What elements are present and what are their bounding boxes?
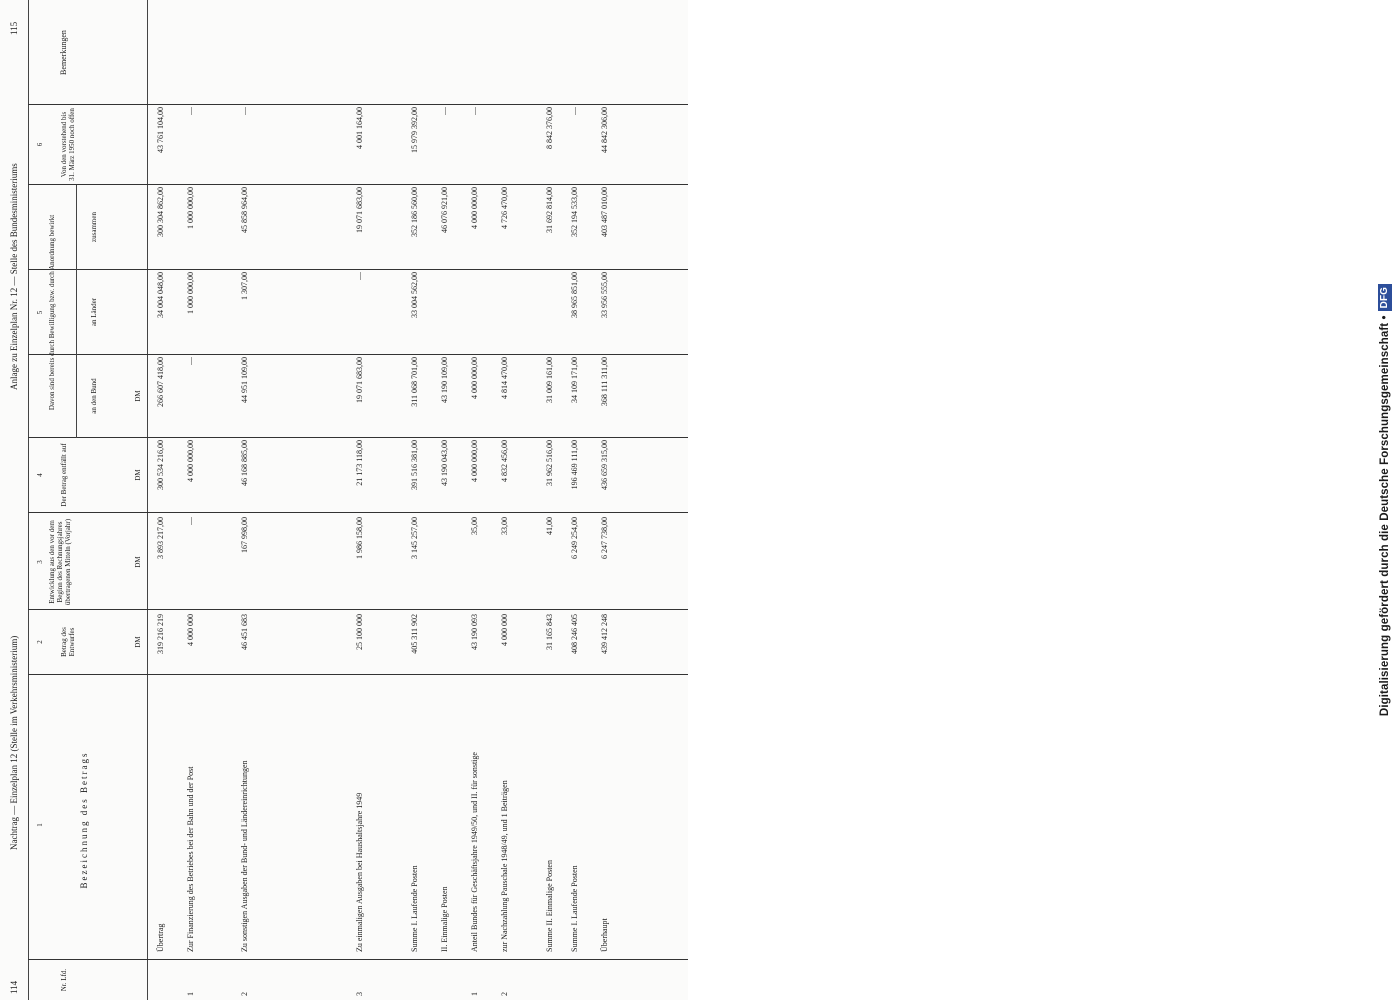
- dfg-text: Digitalisierung gefördert durch die Deutsche Forschungsgemeinschaft •: [1379, 315, 1391, 717]
- table-cell-c3: —: [186, 517, 195, 525]
- table-cell-c3: 3 145 257,00: [410, 517, 419, 559]
- table-cell-c2: 31 165 843: [545, 614, 554, 650]
- table-header-rule: [147, 0, 148, 1000]
- table-cell-nr: 2: [500, 992, 509, 996]
- table-cell-desc: Zu sonstigen Ausgaben der Bund- und Ländereinrichtungen: [240, 760, 249, 952]
- table-cell-c3: 6 247 738,00: [600, 517, 609, 559]
- table-cell-c4: 4 832 456,00: [500, 440, 509, 482]
- page-number-left: 114: [9, 980, 19, 994]
- table-cell-c2: 25 100 000: [355, 614, 364, 650]
- table-cell-c5a: 43 190 109,00: [440, 357, 449, 403]
- table-cell-c5a: 19 071 683,00: [355, 357, 364, 403]
- table-cell-desc: Übertrag: [156, 923, 165, 952]
- table-top-rule: [28, 0, 29, 1000]
- col-header-bezeichnung: Bezeichnung des Betrags: [79, 751, 89, 889]
- table-cell-desc: II. Einmalige Posten: [440, 886, 449, 952]
- table-cell-c5a: 4 814 470,00: [500, 357, 509, 399]
- table-cell-c5a: 34 109 171,00: [570, 357, 579, 403]
- table-cell-c5c: 45 858 964,00: [240, 187, 249, 233]
- table-cell-c2: 4 000 000: [186, 614, 195, 646]
- col-num-4: 4: [36, 473, 44, 477]
- table-cell-c5b: 33 004 562,00: [410, 272, 419, 318]
- table-cell-c5c: 403 487 010,00: [600, 187, 609, 237]
- col-num-6: 6: [36, 142, 44, 147]
- table-cell-c5b: 34 004 048,00: [156, 272, 165, 318]
- divider: [28, 674, 688, 675]
- table-cell-c6: 43 761 104,00: [156, 107, 165, 153]
- table-cell-c3: 1 986 158,00: [355, 517, 364, 559]
- table-cell-nr: 3: [355, 992, 364, 996]
- unit-dm: DM: [134, 636, 142, 648]
- table-cell-c2: 4 000 000: [500, 614, 509, 646]
- table-cell-c5b: —: [355, 272, 364, 280]
- table-cell-c5c: 31 692 814,00: [545, 187, 554, 233]
- table-cell-c5b: 1 000 000,00: [186, 272, 195, 314]
- table-cell-c2: 43 190 093: [470, 614, 479, 650]
- table-cell-desc: Überhaupt: [600, 918, 609, 952]
- table-cell-desc: Zu einmaligen Ausgaben bei Haushaltsjahre 1949: [355, 792, 364, 952]
- table-cell-c6: 44 842 306,00: [600, 107, 609, 153]
- table-cell-desc: Anteil Bundes für Geschäftsjahre 1949/50, und II. für sonstige: [470, 752, 479, 952]
- table-cell-c5a: 368 111 311,00: [600, 357, 609, 407]
- col-header-entwicklung: Entwicklung aus den vor dem Beginn des Rechnungsjahres übertragenen Mitteln (Vorjahr): [48, 518, 72, 606]
- col-header-bemerkungen: Bemerkungen: [59, 30, 68, 75]
- table-cell-c5c: 1 000 000,00: [186, 187, 195, 229]
- table-cell-nr: 1: [470, 992, 479, 996]
- col-header-offen: Von den vorstehend bis 31. März 1950 noch offen: [60, 108, 76, 181]
- col-header-bewilligung: Davon sind bereits durch Bewilligung bzw. durch Anordnung bewirkt: [48, 214, 56, 411]
- divider: [28, 354, 688, 355]
- table-cell-c5b: 38 965 851,00: [570, 272, 579, 318]
- table-cell-c4: 21 173 118,00: [355, 440, 364, 486]
- table-cell-c5a: —: [186, 357, 195, 365]
- table-cell-desc: Summe I. Laufende Posten: [570, 865, 579, 952]
- table-cell-nr: 1: [186, 992, 195, 996]
- table-cell-c5c: 300 304 862,00: [156, 187, 165, 237]
- rotated-page-content: [0, 0, 688, 1000]
- col-header-nr: Nr. Lfd.: [60, 968, 68, 992]
- col-header-betrag-entfaellt: Der Betrag entfällt auf: [60, 443, 68, 507]
- table-cell-c3: 35,00: [470, 517, 479, 535]
- col-header-laender: an Länder: [90, 297, 98, 327]
- table-cell-c6: —: [240, 107, 249, 115]
- table-cell-c6: —: [440, 107, 449, 115]
- dfg-badge: DFG: [1378, 284, 1392, 311]
- table-cell-c4: 4 000 000,00: [186, 440, 195, 482]
- col-header-zusammen: zusammen: [90, 212, 98, 242]
- col-header-bund: an den Bund: [90, 378, 98, 414]
- table-cell-desc: Zur Finanzierung des Betriebes bei der Bahn und der Post: [186, 766, 195, 952]
- table-cell-desc: Summe II. Einmalige Posten: [545, 860, 554, 952]
- table-cell-c5b: 1 307,00: [240, 272, 249, 300]
- divider: [28, 512, 688, 513]
- table-cell-c6: —: [470, 107, 479, 115]
- table-cell-c5a: 31 009 161,00: [545, 357, 554, 403]
- table-cell-c2: 319 216 219: [156, 614, 165, 654]
- col-num-1: 1: [36, 823, 44, 827]
- table-cell-c3: 33,00: [500, 517, 509, 535]
- table-cell-c5a: 311 068 701,00: [410, 357, 419, 407]
- table-cell-c5c: 46 076 921,00: [440, 187, 449, 233]
- table-cell-c4: 300 534 216,00: [156, 440, 165, 490]
- table-cell-c5c: 4 726 470,00: [500, 187, 509, 229]
- table-cell-c6: 15 979 392,00: [410, 107, 419, 153]
- unit-dm: DM: [134, 469, 142, 481]
- divider: [28, 269, 688, 270]
- col-num-5: 5: [36, 310, 44, 315]
- table-cell-c4: 43 190 043,00: [440, 440, 449, 486]
- table-cell-c3: 3 893 217,00: [156, 517, 165, 559]
- table-cell-nr: 2: [240, 992, 249, 996]
- divider: [28, 437, 688, 438]
- divider: [28, 104, 688, 105]
- table-cell-c2: 408 246 405: [570, 614, 579, 654]
- table-cell-c2: 439 412 248: [600, 614, 609, 654]
- table-cell-c5a: 44 951 109,00: [240, 357, 249, 403]
- col-num-3: 3: [36, 560, 44, 564]
- table-cell-desc: Summe I. Laufende Posten: [410, 865, 419, 952]
- table-cell-c5a: 4 000 000,00: [470, 357, 479, 399]
- table-cell-c2: 405 311 902: [410, 614, 419, 654]
- table-cell-c5c: 4 000 000,00: [470, 187, 479, 229]
- table-cell-c3: 41,00: [545, 517, 554, 535]
- table-cell-c3: 167 998,00: [240, 517, 249, 553]
- divider: [28, 184, 688, 185]
- table-cell-c6: —: [570, 107, 579, 115]
- table-cell-c4: 196 469 111,00: [570, 440, 579, 490]
- col-num-2: 2: [36, 640, 44, 644]
- scanned-page: [0, 0, 688, 1000]
- unit-dm: DM: [134, 556, 142, 568]
- table-cell-c6: 4 001 164,00: [355, 107, 364, 149]
- table-cell-c4: 4 000 000,00: [470, 440, 479, 482]
- page-header-right: Anlage zu Einzelplan Nr. 12 — Stelle des Bundesministeriums: [9, 163, 19, 390]
- subheader-rule: [76, 185, 77, 438]
- table-cell-c5b: 33 956 555,00: [600, 272, 609, 318]
- table-cell-c4: 391 516 381,00: [410, 440, 419, 490]
- dfg-sidebar: [688, 0, 1391, 1000]
- table-cell-c5a: 266 607 418,00: [156, 357, 165, 407]
- table-cell-c6: —: [186, 107, 195, 115]
- table-cell-c5c: 19 071 683,00: [355, 187, 364, 233]
- page-header-left: Nachtrag — Einzelplan 12 (Stelle im Verkehrsministerium): [9, 635, 19, 850]
- page-number-right: 115: [9, 21, 19, 35]
- table-cell-c5c: 352 186 560,00: [410, 187, 419, 237]
- table-cell-c2: 46 451 683: [240, 614, 249, 650]
- table-cell-c5c: 352 194 533,00: [570, 187, 579, 237]
- table-cell-c4: 436 659 315,00: [600, 440, 609, 490]
- table-cell-c4: 31 962 516,00: [545, 440, 554, 486]
- col-header-betrag: Betrag des Entwurfes: [60, 627, 76, 657]
- table-cell-c4: 46 168 885,00: [240, 440, 249, 486]
- table-cell-c3: 6 249 254,00: [570, 517, 579, 559]
- divider: [28, 959, 688, 960]
- table-cell-desc: zur Nachzahlung Pauschale 1948/49, und 1 Beiträgen: [500, 780, 509, 952]
- unit-dm: DM: [134, 390, 142, 402]
- table-cell-c6: 8 842 376,00: [545, 107, 554, 149]
- divider: [28, 609, 688, 610]
